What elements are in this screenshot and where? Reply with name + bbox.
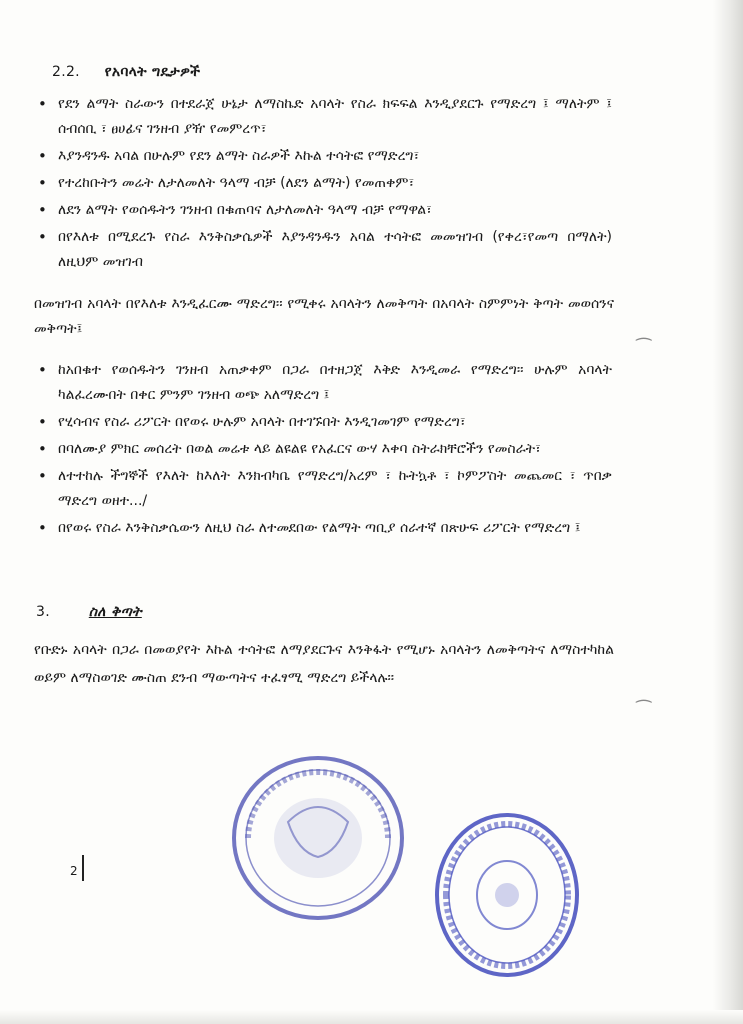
list-item: • በባለሙያ ምክር መሰረት በወል መሬቱ ላይ ልዩልዩ የአፈርና ውሃ እቀባ ስትራክቸሮችን የመስራት፣ xyxy=(34,437,612,462)
section-2-2-heading xyxy=(52,64,200,80)
penalty-paragraph: የቡድኑ አባላት በጋራ በመወያየት እኩል ተሳትፎ ለማያደርጉና እንቅፋት የሚሆኑ አባላትን ለመቅጣትና ለማስተካከል ወይም ለማስወገድ ሙስጠ ደንብ ማውጣትና ተፈፃሚ ማድረግ ይችላሉ፡፡ xyxy=(34,642,614,686)
list-item: • በየእለቱ በሚደረጉ የስራ እንቅስቃሴዎች እያንዳንዱን አባል ተሳትፎ መመዝገብ (የቀረ፣የመጣ በማለት) ለዚህም መዝገብ xyxy=(34,225,612,275)
list-item: • እያንዳንዱ አባል በሁሉም የደን ልማት ስራዎች እኩል ተሳትፎ የማድረግ፣ xyxy=(34,144,612,169)
margin-mark: ⁀ xyxy=(636,338,651,359)
list-item: • ከአበቁተ የወሰዱትን ገንዘብ አጠቃቀም በጋራ በተዘጋጀ እቅድ እንዲመራ የማድረግ፡፡ ሁሉም አባላት ካልፈረሙበት በቀር ምንም ገንዘብ ወጭ አለማድረግ ፤ xyxy=(34,358,612,408)
list-item: • የደን ልማት ስራውን በተደራጀ ሁኔታ ለማስኬድ አባላት የስራ ክፍፍል እንዲያደርጉ የማድረግ ፤ ማለትም ፤ ሰብሰቢ ፣ ፀሀፊና ገንዘብ ያዥ የመምረጥ፣ xyxy=(34,92,612,142)
section-2-2-title: የአባላት ግዴታዎች xyxy=(104,64,201,80)
stamp-right xyxy=(432,810,582,980)
obligations-paragraph: በመዝገብ አባላት በየእለቱ እንዲፈርሙ ማድረግ፡፡ የሚቀሩ አባላትን ለመቅጣት በአባላት ስምምነት ቅጣት መወሰንና መቅጣት፤ xyxy=(34,296,614,337)
list-item: • በየወሩ የስራ እንቅስቃሴውን ለዚህ ስራ ለተመደበው የልማት ጣቢያ ሰራተኛ በጽሁፍ ሪፖርት የማድረግ ፤ xyxy=(34,516,612,541)
list-item: • የሂሳብና የስራ ሪፖርት በየወሩ ሁሉም አባላት በተገኙበት እንዲገመገም የማድረግ፣ xyxy=(34,410,612,435)
section-2-2-number: 2.2. xyxy=(52,64,80,80)
stamp-left xyxy=(228,752,408,924)
page-number: 2 xyxy=(70,864,78,878)
page-bottom-shadow xyxy=(0,1010,743,1024)
section-3-number: 3. xyxy=(36,604,50,620)
obligations-list xyxy=(34,92,612,277)
section-3-title: ስለ ቅጣት xyxy=(88,604,142,620)
list-item: • የተረከቡትን መሬት ለታለመለት ዓላማ ብቻ (ለደን ልማት) የመጠቀም፣ xyxy=(34,171,612,196)
page-number-bar xyxy=(82,855,84,881)
obligations-list-2 xyxy=(34,358,612,543)
page-edge-shadow xyxy=(713,0,743,1024)
list-item: • ለተተከሉ ችግኞች የእለት ከእለት እንክብካቤ የማድረግ/አረም ፣ ኩትኳቶ ፣ ኮምፖስት መጨመር ፣ ጥበቃ ማድረግ ወዘተ.../ xyxy=(34,464,612,514)
list-item: • ለደን ልማት የወሰዱትን ገንዘብ በቁጠባና ለታለመለት ዓላማ ብቻ የማዋል፣ xyxy=(34,198,612,223)
margin-mark: ⁀ xyxy=(636,700,651,721)
section-3-heading xyxy=(36,604,142,620)
